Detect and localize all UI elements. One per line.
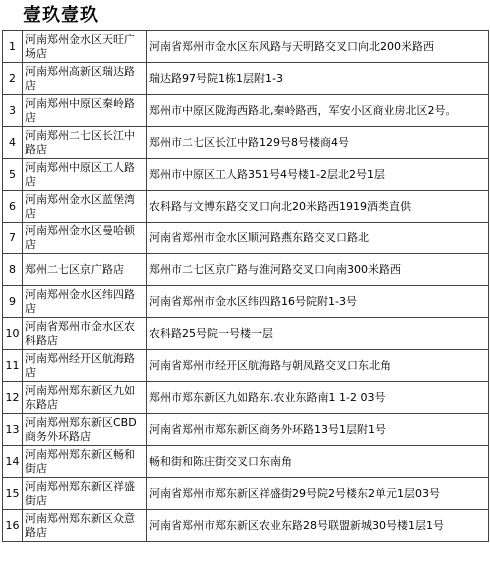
row-number-cell: 12 — [3, 382, 23, 414]
table-row — [3, 159, 489, 191]
table-row — [3, 223, 489, 254]
row-number-cell: 3 — [3, 95, 23, 127]
store-name-cell: 河南郑州高新区瑞达路店 — [23, 63, 147, 95]
table-row — [3, 414, 489, 446]
table-row — [3, 63, 489, 95]
store-address-cell: 河南省郑州市郑东新区祥盛街29号院2号楼东2单元1层03号 — [147, 478, 489, 510]
row-number-cell: 8 — [3, 254, 23, 286]
store-address-cell: 河南省郑州市郑东新区商务外环路13号1层附1号 — [147, 414, 489, 446]
store-name-cell: 河南郑州郑东新区祥盛街店 — [23, 478, 147, 510]
store-address-cell: 河南省郑州市郑东新区农业东路28号联盟新城30号楼1层1号 — [147, 510, 489, 542]
store-name-cell: 河南郑州金水区蓝堡湾店 — [23, 191, 147, 223]
store-address-cell: 河南省郑州市经开区航海路与朝凤路交叉口东北角 — [147, 350, 489, 382]
row-number-cell: 7 — [3, 223, 23, 254]
store-name-cell: 河南郑州二七区长江中路店 — [23, 127, 147, 159]
store-address-cell: 农科路与文博东路交叉口向北20米路西1919酒类直供 — [147, 191, 489, 223]
store-address-cell: 河南省郑州市金水区顺河路燕东路交叉口路北 — [147, 223, 489, 254]
store-name-cell: 河南郑州金水区纬四路店 — [23, 286, 147, 318]
store-name-cell: 河南郑州郑东新区九如东路店 — [23, 382, 147, 414]
table-row — [3, 254, 489, 286]
table-row — [3, 95, 489, 127]
store-name-cell: 河南郑州金水区天旺广场店 — [23, 31, 147, 63]
store-address-cell: 河南省郑州市金水区纬四路16号院附1-3号 — [147, 286, 489, 318]
store-name-cell: 河南郑州中原区工人路店 — [23, 159, 147, 191]
store-name-cell: 河南郑州郑东新区众意路店 — [23, 510, 147, 542]
store-address-cell: 农科路25号院一号楼一层 — [147, 318, 489, 350]
row-number-cell: 10 — [3, 318, 23, 350]
store-name-cell: 河南省郑州市金水区农科路店 — [23, 318, 147, 350]
row-number-cell: 15 — [3, 478, 23, 510]
row-number-cell: 5 — [3, 159, 23, 191]
row-number-cell: 13 — [3, 414, 23, 446]
store-address-cell: 郑州市郑东新区九如路东.农业东路南1 1-2 03号 — [147, 382, 489, 414]
table-row — [3, 350, 489, 382]
store-address-cell: 河南省郑州市金水区东风路与天明路交叉口向北200米路西 — [147, 31, 489, 63]
store-name-cell: 河南郑州郑东新区畅和街店 — [23, 446, 147, 478]
table-row — [3, 127, 489, 159]
store-name-cell: 郑州二七区京广路店 — [23, 254, 147, 286]
table-row — [3, 191, 489, 223]
store-table — [2, 30, 489, 542]
row-number-cell: 14 — [3, 446, 23, 478]
table-row — [3, 478, 489, 510]
page-title: 壹玖壹玖 — [23, 5, 99, 26]
table-row — [3, 510, 489, 542]
table-row — [3, 286, 489, 318]
row-number-cell: 1 — [3, 31, 23, 63]
row-number-cell: 2 — [3, 63, 23, 95]
row-number-cell: 11 — [3, 350, 23, 382]
row-number-cell: 9 — [3, 286, 23, 318]
store-address-cell: 郑州市中原区陇海西路北,秦岭路西，军安小区商业房北区2号。 — [147, 95, 489, 127]
store-address-cell: 郑州市二七区京广路与淮河路交叉口向南300米路西 — [147, 254, 489, 286]
store-address-cell: 瑞达路97号院1栋1层附1-3 — [147, 63, 489, 95]
row-number-cell: 6 — [3, 191, 23, 223]
store-address-cell: 郑州市二七区长江中路129号8号楼商4号 — [147, 127, 489, 159]
table-row — [3, 31, 489, 63]
table-row — [3, 382, 489, 414]
table-row — [3, 318, 489, 350]
table-row — [3, 446, 489, 478]
store-address-cell: 畅和街和陈庄街交叉口东南角 — [147, 446, 489, 478]
store-name-cell: 河南郑州中原区秦岭路店 — [23, 95, 147, 127]
store-address-cell: 郑州市中原区工人路351号4号楼1-2层北2号1层 — [147, 159, 489, 191]
store-name-cell: 河南郑州金水区曼哈顿店 — [23, 223, 147, 254]
store-name-cell: 河南郑州经开区航海路店 — [23, 350, 147, 382]
store-name-cell: 河南郑州郑东新区CBD商务外环路店 — [23, 414, 147, 446]
row-number-cell: 4 — [3, 127, 23, 159]
row-number-cell: 16 — [3, 510, 23, 542]
